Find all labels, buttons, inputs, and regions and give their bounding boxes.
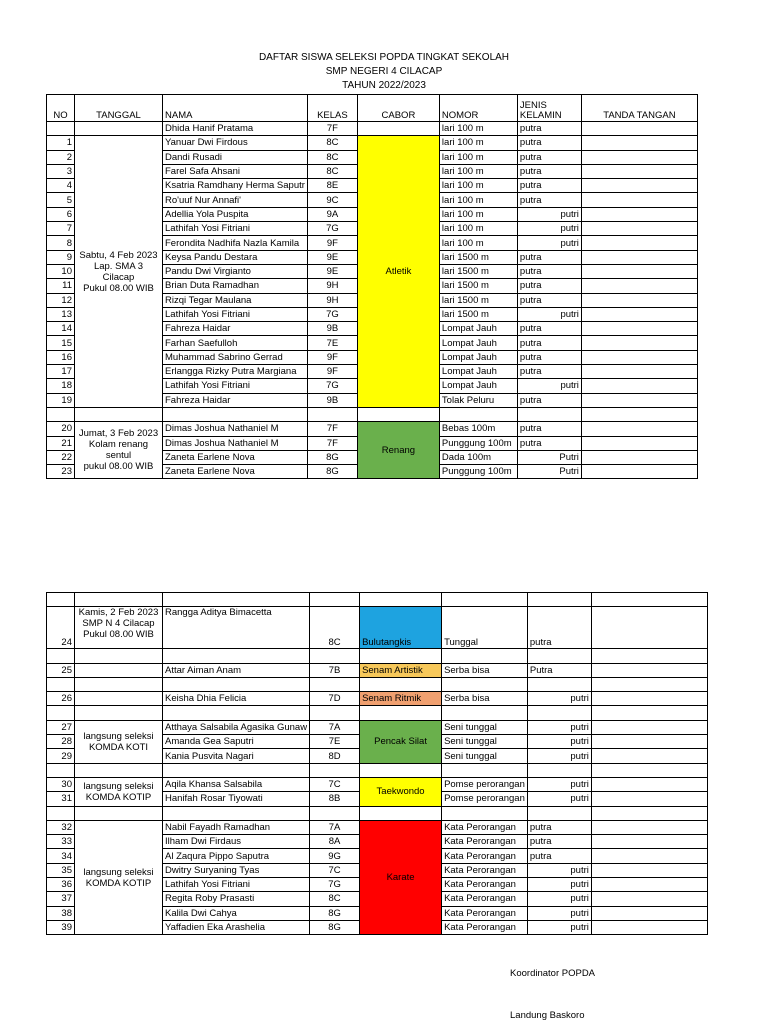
- cell-nama: Dhida Hanif Pratama: [163, 122, 308, 136]
- cell-nomor: lari 1500 m: [439, 264, 517, 278]
- cell-jk: Putra: [527, 663, 591, 677]
- cabor-senam-artistik: Senam Artistik: [360, 663, 442, 677]
- cell-tanda-tangan[interactable]: [581, 236, 697, 250]
- cell-nomor: Tolak Peluru: [439, 393, 517, 407]
- cell-jk: putra: [517, 393, 581, 407]
- cell-jk: putra: [527, 849, 591, 863]
- cell-no: 15: [47, 336, 75, 350]
- cell-kelas: 9G: [310, 849, 360, 863]
- cell-tanda-tangan[interactable]: [581, 307, 697, 321]
- cell-jk: putra: [517, 436, 581, 450]
- table-row: [47, 422, 698, 436]
- table-cabor-lain: [46, 592, 708, 935]
- cell-jk: putri: [527, 906, 591, 920]
- cell-tanda-tangan[interactable]: [581, 422, 697, 436]
- cell-nomor: lari 100 m: [439, 193, 517, 207]
- cell-nama: Ferondita Nadhifa Nazla Kamila: [163, 236, 308, 250]
- cell-no: 14: [47, 322, 75, 336]
- cell-kelas: 9A: [307, 207, 357, 221]
- cell-jk: putra: [517, 193, 581, 207]
- cell-nama: Dimas Joshua Nathaniel M: [163, 436, 308, 450]
- cell-nama: Kalila Dwi Cahya: [163, 906, 310, 920]
- cell-nomor: lari 100 m: [439, 136, 517, 150]
- cell-jk: putri: [527, 792, 591, 806]
- cell-jk: putra: [517, 322, 581, 336]
- tanggal-atletik-line: Sabtu, 4 Feb 2023: [79, 249, 158, 261]
- cell-kelas: 7A: [310, 820, 360, 834]
- cell-jk: putri: [527, 892, 591, 906]
- cell-tanda-tangan[interactable]: [581, 150, 697, 164]
- cell-no: 2: [47, 150, 75, 164]
- table-row: [47, 820, 708, 834]
- cell-jk: putra: [517, 279, 581, 293]
- cell-kelas: 7B: [310, 663, 360, 677]
- cell-nama: Dwitry Suryaning Tyas: [163, 863, 310, 877]
- cell-tanda-tangan[interactable]: [581, 365, 697, 379]
- cabor-pencak: Pencak Silat: [360, 720, 442, 763]
- cell-tanda-tangan[interactable]: [591, 777, 707, 791]
- cell-kelas: 9H: [307, 293, 357, 307]
- cell-jk: putri: [527, 777, 591, 791]
- cell-nomor: lari 1500 m: [439, 307, 517, 321]
- cell-kelas: 7F: [307, 422, 357, 436]
- cell-nomor: Dada 100m: [439, 450, 517, 464]
- cell-jk: Putri: [517, 465, 581, 479]
- cell-no: 39: [47, 920, 75, 934]
- table-row: [47, 692, 708, 706]
- cell-kelas: 8C: [310, 607, 360, 649]
- cabor-karate: Karate: [360, 820, 442, 934]
- cell-kelas: 9F: [307, 236, 357, 250]
- cell-jk: putri: [527, 749, 591, 763]
- tanggal-taekwondo: langsung seleksi KOMDA KOTIP: [75, 777, 163, 806]
- blank-row: [47, 806, 708, 820]
- cell-no: 16: [47, 350, 75, 364]
- cell-no: 1: [47, 136, 75, 150]
- cell-no: 20: [47, 422, 75, 436]
- cell-tanda-tangan[interactable]: [591, 735, 707, 749]
- cell-kelas: 8G: [310, 920, 360, 934]
- cell-nama: Yanuar Dwi Firdous: [163, 136, 308, 150]
- cell-tanda-tangan[interactable]: [581, 179, 697, 193]
- cell-nomor: Seni tunggal: [442, 749, 528, 763]
- cell-nama: Nabil Fayadh Ramadhan: [163, 820, 310, 834]
- cell-no: 36: [47, 878, 75, 892]
- cell-nomor: Lompat Jauh: [439, 322, 517, 336]
- cell-kelas: 7F: [307, 122, 357, 136]
- cabor-senam-ritmik: Senam Ritmik: [360, 692, 442, 706]
- cell-no: 22: [47, 450, 75, 464]
- blank-row: [47, 677, 708, 691]
- cell-tanda-tangan[interactable]: [591, 892, 707, 906]
- cell-nomor: Pomse perorangan: [442, 792, 528, 806]
- cell-nama: Adellia Yola Puspita: [163, 207, 308, 221]
- cell-kelas: 8C: [307, 150, 357, 164]
- cell-no: 30: [47, 777, 75, 791]
- cell-tanda-tangan[interactable]: [581, 279, 697, 293]
- cell-nomor: Seni tunggal: [442, 735, 528, 749]
- cell-kelas: 9F: [307, 365, 357, 379]
- cell-nomor: lari 100 m: [439, 179, 517, 193]
- cell-nama: Lathifah Yosi Fitriani: [163, 379, 308, 393]
- cell-nama: Muhammad Sabrino Gerrad: [163, 350, 308, 364]
- table-row: [47, 607, 708, 649]
- blank-row: [47, 593, 708, 607]
- cell-kelas: 9E: [307, 264, 357, 278]
- cell-nama: Dandi Rusadi: [163, 150, 308, 164]
- cell-jk: putra: [517, 136, 581, 150]
- cell-tanda-tangan[interactable]: [581, 222, 697, 236]
- cell-nama: Al Zaqura Pippo Saputra: [163, 849, 310, 863]
- cell-nomor: Kata Perorangan: [442, 849, 528, 863]
- cell-kelas: 9C: [307, 193, 357, 207]
- school-name: SMP NEGERI 4 CILACAP: [325, 66, 443, 77]
- cell-kelas: 7G: [307, 222, 357, 236]
- cell-tanda-tangan[interactable]: [581, 293, 697, 307]
- cell-kelas: 9E: [307, 250, 357, 264]
- cell-no: 31: [47, 792, 75, 806]
- school-year: TAHUN 2022/2023: [342, 80, 426, 91]
- cell-kelas: 7G: [307, 307, 357, 321]
- cell-nama: Lathifah Yosi Fitriani: [163, 222, 308, 236]
- blank-row: [47, 763, 708, 777]
- cell-tanda-tangan[interactable]: [581, 122, 697, 136]
- cell-kelas: 7F: [307, 436, 357, 450]
- cell-no: 34: [47, 849, 75, 863]
- cell-jk: putra: [517, 336, 581, 350]
- cell-tanda-tangan[interactable]: [581, 393, 697, 407]
- koordinator-nama: Landung Baskoro: [510, 1010, 585, 1021]
- cell-nomor: lari 100 m: [439, 164, 517, 178]
- cell-jk: putra: [517, 365, 581, 379]
- cell-jk: putri: [527, 920, 591, 934]
- cell-kelas: 8G: [310, 906, 360, 920]
- cell-tanda-tangan[interactable]: [581, 193, 697, 207]
- cell-nama: Keisha Dhia Felicia: [163, 692, 310, 706]
- table-row: [47, 663, 708, 677]
- cell-no: 35: [47, 863, 75, 877]
- cell-kelas: 8G: [307, 450, 357, 464]
- cell-no: 37: [47, 892, 75, 906]
- col-jenis-line1: JENIS: [519, 100, 547, 111]
- cell-tanda-tangan[interactable]: [591, 878, 707, 892]
- cell-kelas: 8D: [310, 749, 360, 763]
- cell-nomor: lari 100 m: [439, 122, 517, 136]
- cell-nama: Zaneta Earlene Nova: [163, 465, 308, 479]
- tanggal-renang-line: Jumat, 3 Feb 2023: [78, 428, 159, 440]
- cell-tanda-tangan[interactable]: [581, 379, 697, 393]
- tanggal-renang-line: pukul 08.00 WIB: [83, 461, 154, 473]
- cell-no: 21: [47, 436, 75, 450]
- cell-no: 17: [47, 365, 75, 379]
- cell-nomor: Kata Perorangan: [442, 863, 528, 877]
- cell-kelas: 7A: [310, 720, 360, 734]
- cell-kelas: 9B: [307, 322, 357, 336]
- cell-nama: Atthaya Salsabila Agasika Gunaw: [163, 720, 310, 734]
- cell-nama: Ilham Dwi Firdaus: [163, 835, 310, 849]
- col-jenis-kelamin: [517, 95, 581, 122]
- cell-tanda-tangan[interactable]: [581, 164, 697, 178]
- cell-kelas: 9F: [307, 350, 357, 364]
- cell-no: 19: [47, 393, 75, 407]
- cell-jk: putri: [517, 307, 581, 321]
- cell-tanda-tangan[interactable]: [591, 692, 707, 706]
- cell-no: 10: [47, 264, 75, 278]
- cell-no: 23: [47, 465, 75, 479]
- doc-title: DAFTAR SISWA SELEKSI POPDA TINGKAT SEKOLAH: [258, 52, 510, 63]
- col-kelas: KELAS: [307, 95, 357, 122]
- cell-nomor: Seni tunggal: [442, 720, 528, 734]
- cell-jk: putri: [527, 735, 591, 749]
- cell-tanda-tangan[interactable]: [591, 849, 707, 863]
- cell-nomor: lari 1500 m: [439, 279, 517, 293]
- cell-no: 13: [47, 307, 75, 321]
- cell-tanda-tangan[interactable]: [591, 920, 707, 934]
- cabor-atletik: Atletik: [357, 136, 439, 408]
- table-header-row: [47, 95, 698, 122]
- cell-kelas: 9B: [307, 393, 357, 407]
- tanggal-bulutangkis-line: SMP N 4 Cilacap: [82, 618, 155, 630]
- cell-jk: putra: [517, 164, 581, 178]
- cell-jk: putra: [517, 122, 581, 136]
- blank-row: [47, 649, 708, 663]
- blank-row: [47, 706, 708, 720]
- cell-tanda-tangan[interactable]: [591, 792, 707, 806]
- tanggal-atletik: [75, 136, 163, 408]
- cell-nomor: lari 100 m: [439, 150, 517, 164]
- cell-kelas: 7C: [310, 777, 360, 791]
- cell-nomor: lari 100 m: [439, 236, 517, 250]
- cell-no: 32: [47, 820, 75, 834]
- cell-tanda-tangan[interactable]: [591, 663, 707, 677]
- tanggal-atletik-line: Lap. SMA 3 Cilacap: [93, 260, 144, 283]
- cell-nomor: Kata Perorangan: [442, 920, 528, 934]
- cell-nomor: Serba bisa: [442, 692, 528, 706]
- cell-no: 38: [47, 906, 75, 920]
- cell-kelas: 7G: [307, 379, 357, 393]
- cell-nama: Erlangga Rizky Putra Margiana: [163, 365, 308, 379]
- cell-kelas: 7D: [310, 692, 360, 706]
- cell-nama: Ksatria Ramdhany Herma Saputr: [163, 179, 308, 193]
- cell-jk: putra: [517, 350, 581, 364]
- cell-no: 24: [47, 607, 75, 649]
- cell-tanda-tangan[interactable]: [581, 250, 697, 264]
- cell-jk: putra: [527, 607, 591, 649]
- cell-nama: Brian Duta Ramadhan: [163, 279, 308, 293]
- cabor-taekwondo: Taekwondo: [360, 777, 442, 806]
- cell-nama: Amanda Gea Saputri: [163, 735, 310, 749]
- cell-no: 11: [47, 279, 75, 293]
- cell-tanda-tangan[interactable]: [581, 450, 697, 464]
- koordinator-label: Koordinator POPDA: [510, 968, 596, 979]
- cell-nomor: Lompat Jauh: [439, 336, 517, 350]
- cell-no: 26: [47, 692, 75, 706]
- col-cabor: CABOR: [357, 95, 439, 122]
- cell-nama: Keysa Pandu Destara: [163, 250, 308, 264]
- tanggal-atletik-line: Pukul 08.00 WIB: [83, 282, 154, 294]
- tanggal-renang-line: Kolam renang sentul: [88, 439, 149, 462]
- cell-nomor: Punggung 100m: [439, 465, 517, 479]
- cell-nama: Farhan Saefulloh: [163, 336, 308, 350]
- cell-nama: Lathifah Yosi Fitriani: [163, 307, 308, 321]
- cell-jk: putri: [517, 222, 581, 236]
- cell-tanda-tangan[interactable]: [581, 136, 697, 150]
- cell-nama: Farel Safa Ahsani: [163, 164, 308, 178]
- cell-no: 28: [47, 735, 75, 749]
- cell-jk: putra: [517, 250, 581, 264]
- cell-kelas: 8E: [307, 179, 357, 193]
- cell-nama: Pandu Dwi Virgianto: [163, 264, 308, 278]
- cell-tanda-tangan[interactable]: [591, 820, 707, 834]
- col-nama: NAMA: [163, 95, 308, 122]
- cell-tanda-tangan[interactable]: [581, 436, 697, 450]
- cell-tanda-tangan[interactable]: [581, 336, 697, 350]
- cell-nama: Fahreza Haidar: [163, 393, 308, 407]
- cell-nomor: Kata Perorangan: [442, 835, 528, 849]
- cell-nama: Zaneta Earlene Nova: [163, 450, 308, 464]
- cell-jk: putri: [517, 379, 581, 393]
- cell-nomor: Kata Perorangan: [442, 878, 528, 892]
- cell-tanda-tangan[interactable]: [581, 322, 697, 336]
- cell-tanda-tangan[interactable]: [591, 607, 707, 649]
- cell-nama: Rizqi Tegar Maulana: [163, 293, 308, 307]
- cell-nomor: lari 100 m: [439, 222, 517, 236]
- cell-kelas: 7E: [307, 336, 357, 350]
- cell-nomor: Punggung 100m: [439, 436, 517, 450]
- cell-kelas: 9H: [307, 279, 357, 293]
- cell-nama: Ro'uuf Nur Annafi': [163, 193, 308, 207]
- cell-nomor: Kata Perorangan: [442, 820, 528, 834]
- col-jenis-line2: KELAMIN: [519, 110, 562, 121]
- cell-nomor: Kata Perorangan: [442, 892, 528, 906]
- cell-jk: putra: [517, 179, 581, 193]
- cell-nomor: lari 1500 m: [439, 250, 517, 264]
- cell-nama: Aqila Khansa Salsabila: [163, 777, 310, 791]
- blank-row: [47, 407, 698, 421]
- cell-tanda-tangan[interactable]: [591, 835, 707, 849]
- cell-nama: Fahreza Haidar: [163, 322, 308, 336]
- cell-no: 12: [47, 293, 75, 307]
- cell-jk: putra: [517, 150, 581, 164]
- cell-nomor: lari 100 m: [439, 207, 517, 221]
- cell-tanda-tangan[interactable]: [581, 350, 697, 364]
- cell-tanda-tangan[interactable]: [581, 264, 697, 278]
- tanggal-renang: [75, 422, 163, 479]
- cell-tanda-tangan[interactable]: [591, 720, 707, 734]
- cell-tanda-tangan[interactable]: [591, 863, 707, 877]
- cell-nomor: Bebas 100m: [439, 422, 517, 436]
- table-row: [47, 136, 698, 150]
- tanggal-karate: langsung seleksi KOMDA KOTIP: [75, 820, 163, 934]
- cell-no: 18: [47, 379, 75, 393]
- cell-no: 9: [47, 250, 75, 264]
- cell-jk: putri: [517, 207, 581, 221]
- cell-jk: putra: [517, 293, 581, 307]
- cell-nomor: lari 1500 m: [439, 293, 517, 307]
- cabor-bulutangkis: Bulutangkis: [360, 607, 442, 649]
- cell-nama: Dimas Joshua Nathaniel M: [163, 422, 308, 436]
- col-no: NO: [47, 95, 75, 122]
- col-tanggal: TANGGAL: [75, 95, 163, 122]
- cell-nomor: Lompat Jauh: [439, 365, 517, 379]
- cell-no: 33: [47, 835, 75, 849]
- cell-jk: putri: [517, 236, 581, 250]
- cell-kelas: 7C: [310, 863, 360, 877]
- cell-jk: putra: [527, 835, 591, 849]
- cell-kelas: 8G: [307, 465, 357, 479]
- tanggal-bulutangkis-line: Kamis, 2 Feb 2023: [78, 607, 159, 619]
- cell-jk: Putri: [517, 450, 581, 464]
- cell-kelas: 8C: [310, 892, 360, 906]
- cell-kelas: 8B: [310, 792, 360, 806]
- cell-no: 4: [47, 179, 75, 193]
- cell-nama: Yaffadien Eka Arashelia: [163, 920, 310, 934]
- cell-nomor: Pomse perorangan: [442, 777, 528, 791]
- cell-tanda-tangan[interactable]: [581, 465, 697, 479]
- cell-nomor: Kata Perorangan: [442, 906, 528, 920]
- tanggal-pencak: langsung seleksi KOMDA KOTI: [75, 720, 163, 763]
- col-nomor: NOMOR: [439, 95, 517, 122]
- cell-nama: Lathifah Yosi Fitriani: [163, 878, 310, 892]
- cell-jk: putra: [517, 264, 581, 278]
- cell-no: 7: [47, 222, 75, 236]
- cell-nama: Rangga Aditya Bimacetta: [163, 607, 310, 649]
- cell-nomor: Lompat Jauh: [439, 350, 517, 364]
- tanggal-bulutangkis: [75, 607, 163, 649]
- tanggal-bulutangkis-line: Pukul 08.00 WIB: [83, 629, 154, 641]
- cell-tanda-tangan[interactable]: [581, 207, 697, 221]
- table-row: [47, 122, 698, 136]
- cell-nama: Attar Aiman Anam: [163, 663, 310, 677]
- cell-no: 6: [47, 207, 75, 221]
- cell-nomor: Tunggal: [442, 607, 528, 649]
- cell-jk: putri: [527, 878, 591, 892]
- cell-nama: Hanifah Rosar Tiyowati: [163, 792, 310, 806]
- cell-kelas: 7E: [310, 735, 360, 749]
- cell-jk: putra: [527, 820, 591, 834]
- cell-no: 27: [47, 720, 75, 734]
- cell-jk: putri: [527, 720, 591, 734]
- cell-kelas: 8C: [307, 164, 357, 178]
- table-atletik-renang: [46, 94, 698, 479]
- cell-no: 29: [47, 749, 75, 763]
- cell-kelas: 7G: [310, 878, 360, 892]
- cell-nama: Kania Pusvita Nagari: [163, 749, 310, 763]
- cell-no: 8: [47, 236, 75, 250]
- cell-nomor: Lompat Jauh: [439, 379, 517, 393]
- cell-jk: putri: [527, 692, 591, 706]
- table-row: [47, 720, 708, 734]
- cabor-renang: Renang: [357, 422, 439, 479]
- cell-jk: putri: [527, 863, 591, 877]
- cell-jk: putra: [517, 422, 581, 436]
- cell-nomor: Serba bisa: [442, 663, 528, 677]
- table-row: [47, 777, 708, 791]
- col-tanda-tangan: TANDA TANGAN: [581, 95, 697, 122]
- cell-kelas: 8C: [307, 136, 357, 150]
- cell-tanda-tangan[interactable]: [591, 906, 707, 920]
- cell-kelas: 8A: [310, 835, 360, 849]
- cell-nama: Regita Roby Prasasti: [163, 892, 310, 906]
- cell-no: 5: [47, 193, 75, 207]
- cell-tanda-tangan[interactable]: [591, 749, 707, 763]
- cell-no: 3: [47, 164, 75, 178]
- cell-no: 25: [47, 663, 75, 677]
